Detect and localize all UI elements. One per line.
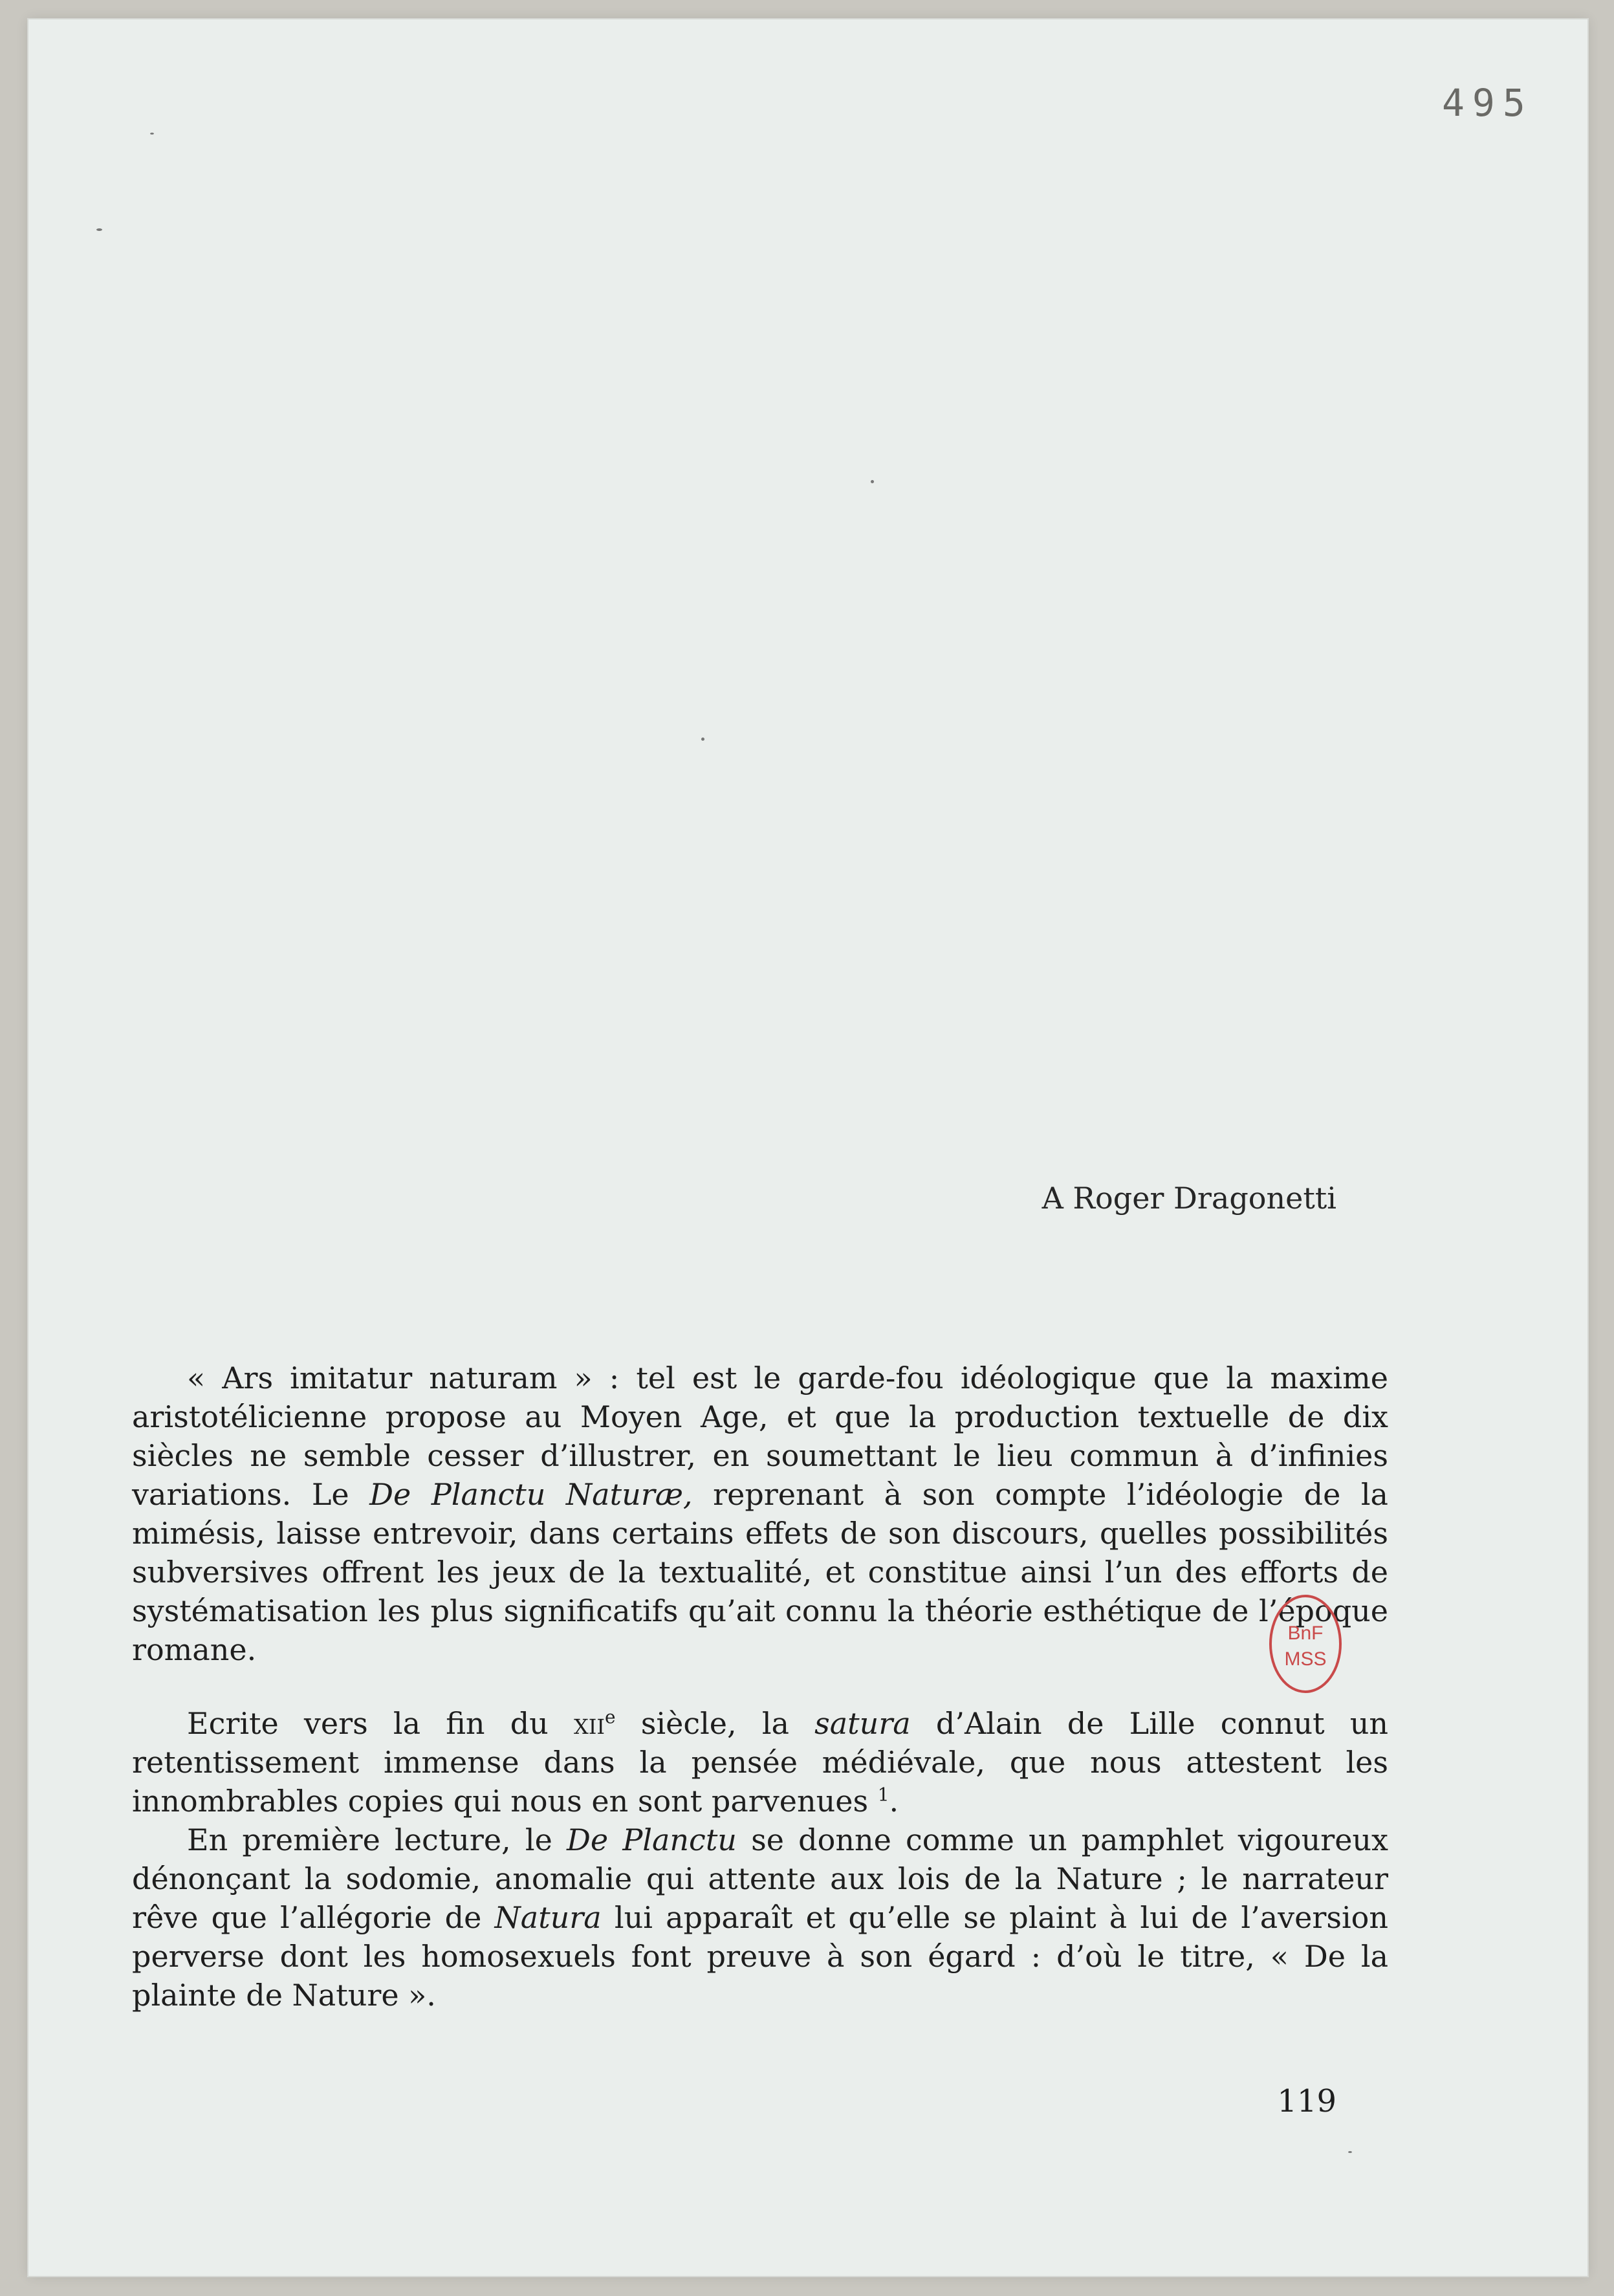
text-run: lui apparaît et qu’elle se plaint à lui de l’aversion perverse dont les homosexuels font preuve à son égard : d’où le titre, « De la plainte de Nature ». [132,1900,1389,2013]
stamp-oval [1270,1596,1340,1692]
text-run: 1 [877,1784,889,1806]
text-run: e [605,1706,616,1728]
paragraph [132,1359,1388,1669]
dust-speck [701,738,704,741]
dedication: A Roger Dragonetti [1041,1181,1336,1216]
library-stamp-seal [1267,1593,1344,1695]
paragraph [132,1820,1388,2015]
scanned-page [28,19,1587,2276]
page-number: 119 [1277,2083,1336,2119]
text-run: siècle, la [615,1706,815,1741]
paragraph [132,1704,1388,1820]
dust-speck [150,133,154,135]
text-run: xii [573,1706,605,1741]
text-run: . [889,1784,899,1819]
text-run: satura [814,1706,911,1741]
text-run: De Planctu [567,1822,737,1857]
folio-stamp-number: 495 [1442,81,1533,125]
text-run: « Ars imitatur naturam » : tel est le garde-fou idéologique que la maxime aristotélicienne propose au Moyen Age, et que la production textuelle de dix siècles ne semble cesser d’illustrer, en soumettant le lieu commun à d’infinies variations. Le [132,1361,1388,1512]
dust-speck [96,228,102,231]
text-run: De Planctu Naturæ, [369,1477,693,1512]
text-run: Natura [494,1900,602,1935]
stamp-line-1: BnF [1287,1623,1324,1644]
library-stamp [1267,1593,1344,1695]
dust-speck [1348,2151,1352,2153]
text-run: En première lecture, le [187,1822,567,1857]
body-text [132,1359,1388,2015]
dust-speck [871,480,874,483]
stamp-line-2: MSS [1284,1648,1327,1670]
text-run: se donne comme un pamphlet vigoureux dénonçant la sodomie, anomalie qui attente aux lois de la Nature ; le narrateur rêve que l’allégorie de [132,1822,1388,1935]
text-run: reprenant à son compte l’idéologie de la mimésis, laisse entrevoir, dans certains effets de son discours, quelles possibilités subversives offrent les jeux de la textualité, et constitue ainsi l’un des efforts de systématisation les plus significatifs qu’ait connu la théorie esthétique de l’époque romane. [132,1477,1388,1667]
text-run: Ecrite vers la fin du [187,1706,574,1741]
text-run: d’Alain de Lille connut un retentissement immense dans la pensée médiévale, que nous attestent les innombrables copies qui nous en sont parvenues [132,1706,1388,1819]
